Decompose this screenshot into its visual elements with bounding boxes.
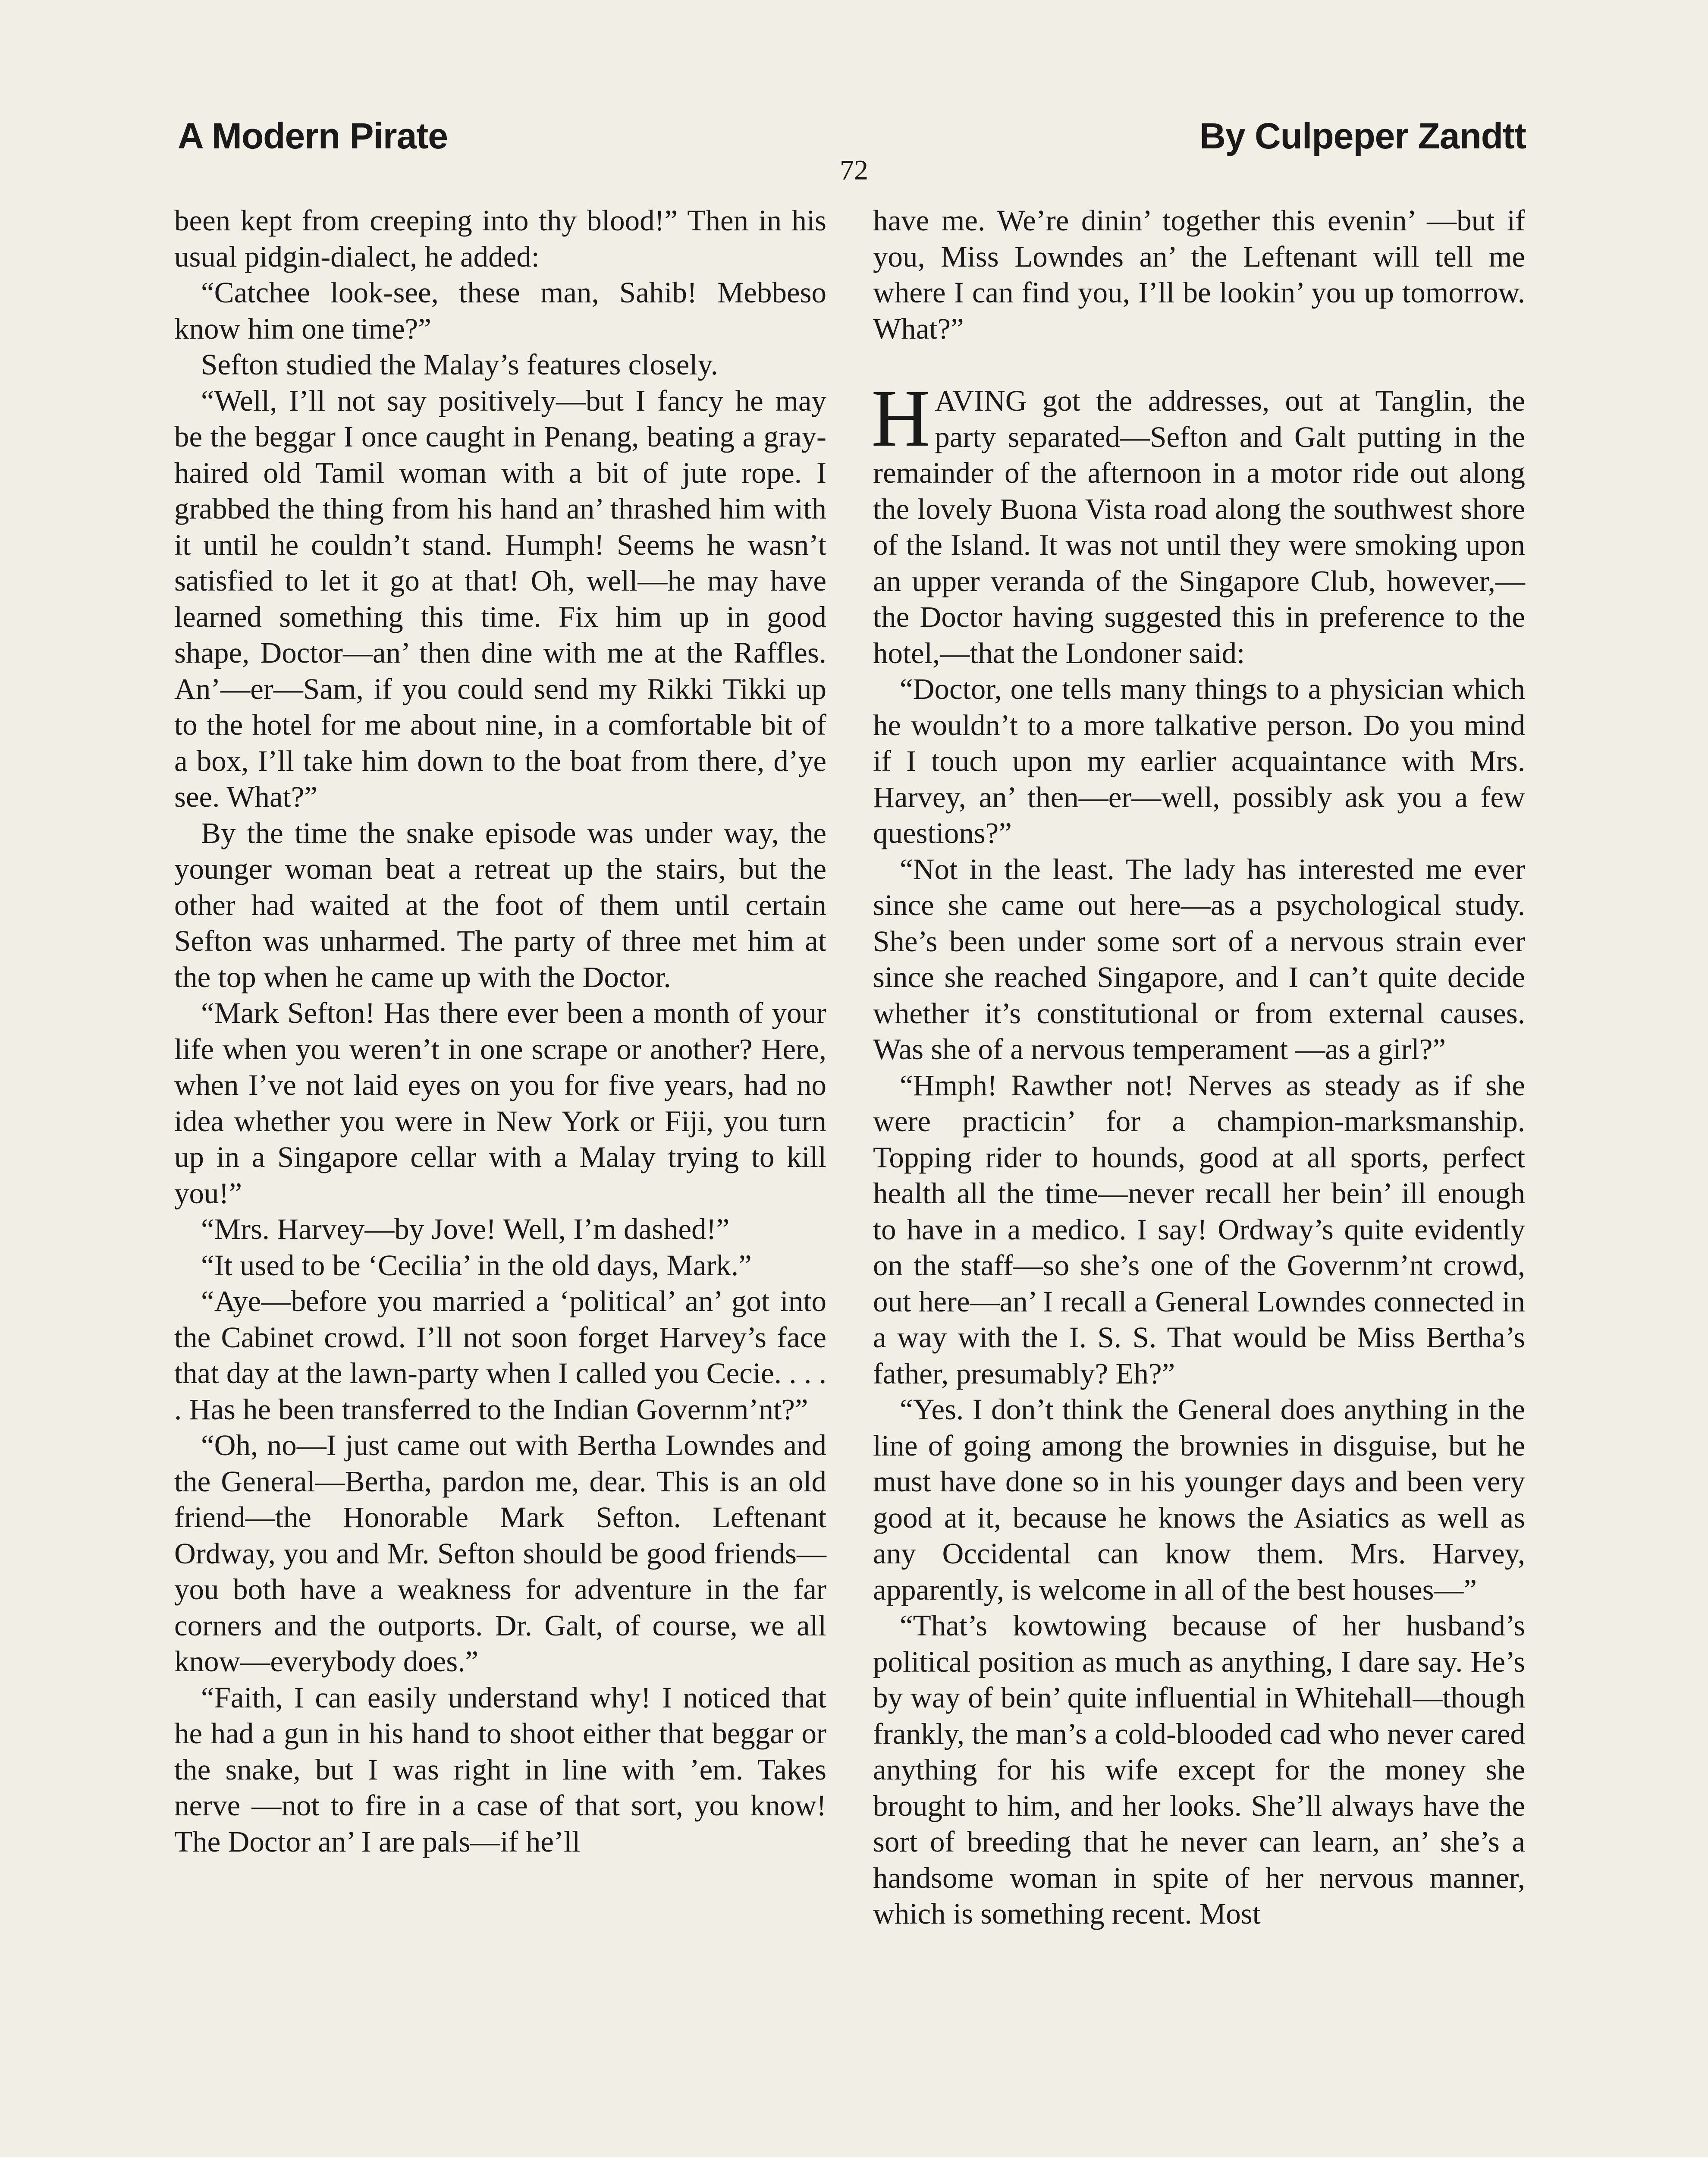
paragraph: “Yes. I don’t think the General does anything in the line of going among the brownies in disguise, but he must have done so in his younger days and been very good at it, because he knows the Asiatics as well as any Occidental can know them. Mrs. Harvey, apparently, is welcome in all of the best houses—”	[873, 1393, 1525, 1606]
paragraph: “Aye—before you married a ‘political’ an’ got into the Cabinet crowd. I’ll not soon forget Harvey’s face that day at the lawn-party when I called you Cecie. . . . . Has he been transferred to the Indian Governm’nt?”	[174, 1285, 826, 1426]
paragraph: “Hmph! Rawther not! Nerves as steady as if she were practicin’ for a champion-marksmanship. Topping rider to hounds, good at all sports, perfect health all the time—never recall her bein’ ill enough to have in a medico. I say! Ordway’s quite evidently on the staff—so she’s one of the Governm’nt crowd, out here—an’ I recall a General Lowndes connected in a way with the I. S. S. That would be Miss Bertha’s father, presumably? Eh?”	[873, 1069, 1525, 1390]
paragraph: By the time the snake episode was under way, the younger woman beat a retreat up the stairs, but the other had waited at the foot of them until certain Sefton was unharmed. The party of three met him at the top when he came up with the Doctor.	[174, 816, 826, 994]
left-column	[174, 203, 826, 1860]
paragraph: “Oh, no—I just came out with Bertha Lowndes and the General—Bertha, pardon me, dear. This is an old friend—the Honorable Mark Sefton. Leftenant Ordway, you and Mr. Sefton should be good friends—you both have a weakness for adventure in the far corners and the outports. Dr. Galt, of course, we all know—everybody does.”	[174, 1429, 826, 1678]
paragraph: Sefton studied the Malay’s features closely.	[201, 348, 718, 381]
paragraph: “Catchee look-see, these man, Sahib! Mebbeso know him one time?”	[174, 276, 826, 345]
drop-cap: H	[871, 373, 931, 464]
paragraph: “Well, I’ll not say positively—but I fancy he may be the beggar I once caught in Penang, beating a gray-haired old Tamil woman with a bit of jute rope. I grabbed the thing from his hand an’ thrashed him with it until he couldn’t stand. Humph! Seems he wasn’t satisfied to let it go at that! Oh, well—he may have learned something this time. Fix him up in good shape, Doctor—an’ then dine with me at the Raffles. An’—er—Sam, if you could send my Rikki Tikki up to the hotel for me about nine, in a comfortable bit of a box, I’ll take him down to the boat from there, d’ye see. What?”	[174, 384, 826, 813]
paragraph: “Faith, I can easily understand why! I noticed that he had a gun in his hand to shoot either that beggar or the snake, but I was right in line with ’em. Takes nerve —not to fire in a case of that sort, you know! The Doctor an’ I are pals—if he’ll	[174, 1681, 826, 1858]
paragraph: “Mrs. Harvey—by Jove! Well, I’m dashed!”	[201, 1213, 730, 1245]
author-byline: By Culpeper Zandtt	[1199, 115, 1526, 156]
section-opening-paragraph	[871, 373, 1525, 671]
paragraph: been kept from creeping into thy blood!” Then in his usual pidgin-dialect, he added:	[174, 204, 826, 273]
paragraph: “Doctor, one tells many things to a physician which he wouldn’t to a more talkative person. Do you mind if I touch upon my earlier acquaintance with Mrs. Harvey, an’ then—er—well, possibly ask you a few questions?”	[873, 673, 1525, 849]
running-header	[178, 112, 1526, 160]
page-number: 72	[840, 154, 868, 186]
paragraph: “Not in the least. The lady has interested me ever since she came out here—as a psychological study. She’s been under some sort of a nervous strain ever since she reached Singapore, and I can’t quite decide whether it’s constitutional or from external causes. Was she of a nervous temperament —as a girl?”	[873, 852, 1525, 1066]
paragraph: “Mark Sefton! Has there ever been a month of your life when you weren’t in one scrape or another? Here, when I’ve not laid eyes on you for five years, had no idea whether you were in New York or Fiji, you turn up in a Singapore cellar with a Malay trying to kill you!”	[174, 997, 826, 1210]
right-column	[873, 203, 1525, 1932]
section-opening-text: AVING got the addresses, out at Tanglin, the party separated—Sefton and Galt putting in the remainder of the afternoon in a motor ride out along the lovely Buona Vista road along the southwest shore of the Island. It was not until they were smoking upon an upper veranda of the Singapore Club, however,—the Doctor having suggested this in preference to the hotel,—that the Londoner said:	[873, 384, 1525, 670]
paragraph: “It used to be ‘Cecilia’ in the old days, Mark.”	[201, 1248, 752, 1282]
paragraph: “That’s kowtowing because of her husband’s political position as much as anything, I dare say. He’s by way of bein’ quite influential in Whitehall—though frankly, the man’s a cold-blooded cad who never cared anything for his wife except for the money she brought to him, and her looks. She’ll always have the sort of breeding that he never can learn, an’ she’s a handsome woman in spite of her nervous manner, which is something recent. Most	[873, 1609, 1525, 1930]
paragraph: have me. We’re dinin’ together this evenin’ —but if you, Miss Lowndes an’ the Leftenant will tell me where I can find you, I’ll be lookin’ you up tomorrow. What?”	[873, 204, 1525, 345]
story-title: A Modern Pirate	[178, 115, 448, 156]
